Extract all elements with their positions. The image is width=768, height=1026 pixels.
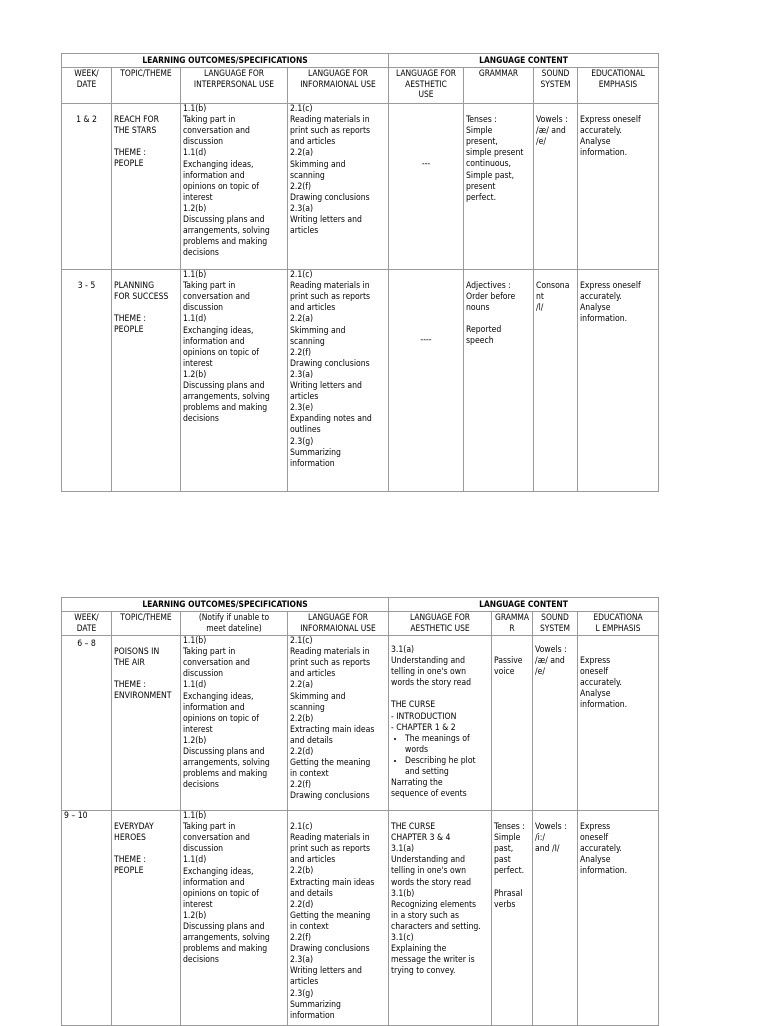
header-language-content: LANGUAGE CONTENT xyxy=(389,54,659,68)
aesthetic-cell: THE CURSE CHAPTER 3 & 4 3.1(a) Understanding and telling in one's own words the story read 3.1(b) Recognizing elements in a story such as characters and setting. 3.1(c) Explaining the message the writer is trying to convey. xyxy=(389,811,492,1026)
topic-title: EVERYDAY HEROES xyxy=(114,822,154,844)
interpersonal-cell: 1.1(b) Taking part in conversation and discussion 1.1(d) Exchanging ideas, information and opinions on topic of interest 1.2(b) Discussing plans and arrangements, solving problems and making decisions xyxy=(181,104,288,270)
col-informational: LANGUAGE FOR INFORMAIONAL USE xyxy=(288,68,389,104)
emphasis-cell: Express oneself accurately. Analyse information. xyxy=(578,270,659,492)
grammar-cell: Tenses : Simple present, simple present continuous, Simple past, present perfect. xyxy=(464,104,534,270)
theme-label: THEME : PEOPLE xyxy=(114,855,147,877)
aesthetic-title: THE CURSE - INTRODUCTION - CHAPTER 1 & 2 xyxy=(391,700,457,733)
col-informational: LANGUAGE FOR INFORMAIONAL USE xyxy=(288,612,389,636)
interpersonal-cell: 1.1(b) Taking part in conversation and discussion 1.1(d) Exchanging ideas, information and opinions on topic of interest 1.2(b) Discussing plans and arrangements, solving problems and making decisions xyxy=(181,270,288,492)
sound-cell: Consona nt /l/ xyxy=(534,270,578,492)
header-learning-outcomes: LEARNING OUTCOMES/SPECIFICATIONS xyxy=(62,598,389,612)
emphasis-cell: Express oneself accurately. Analyse information. xyxy=(578,811,659,1026)
list-item: • Describing he plot and setting xyxy=(405,756,489,778)
grammar-cell xyxy=(492,811,533,1026)
week-cell: 9 – 10 xyxy=(62,811,112,1026)
informational-cell: 2.1(c) Reading materials in print such as reports and articles 2.2(b) Extracting main ideas and details 2.2(d) Getting the meaning in context 2.2(f) Drawing conclusions 2.3(a) Writing letters and articles 2.3(g) Summarizing information xyxy=(288,811,389,1026)
col-interpersonal: LANGUAGE FOR INTERPERSONAL USE xyxy=(181,68,288,104)
aesthetic-cell xyxy=(389,270,464,492)
topic-cell xyxy=(112,270,181,492)
informational-cell: 2.1(c) Reading materials in print such as reports and articles 2.2(a) Skimming and scanning 2.2(b) Extracting main ideas and details 2.2(d) Getting the meaning in context 2.2(f) Drawing conclusions xyxy=(288,636,389,811)
col-week: WEEK/ DATE xyxy=(62,68,112,104)
emphasis-cell: Express oneself accurately. Analyse information. xyxy=(578,104,659,270)
informational-cell: 2.1(c) Reading materials in print such as reports and articles 2.2(a) Skimming and scanning 2.2(f) Drawing conclusions 2.3(a) Writing letters and articles xyxy=(288,104,389,270)
grammar-cell: Passive voice xyxy=(492,636,533,811)
aesthetic-cell xyxy=(389,104,464,270)
col-topic: TOPIC/THEME xyxy=(112,612,181,636)
topic-title: POISONS IN THE AIR xyxy=(114,647,160,669)
list-item: • The meanings of words xyxy=(405,734,489,756)
col-grammar: GRAMMA R xyxy=(492,612,533,636)
col-sound: SOUND SYSTEM xyxy=(533,612,578,636)
topic-title: PLANNING FOR SUCCESS xyxy=(114,281,169,303)
emphasis-cell: Express oneself accurately. Analyse information. xyxy=(578,636,659,811)
topic-title: REACH FOR THE STARS xyxy=(114,115,159,137)
topic-cell xyxy=(112,104,181,270)
col-week: WEEK/ DATE xyxy=(62,612,112,636)
header-language-content: LANGUAGE CONTENT xyxy=(389,598,659,612)
scheme-table-1 xyxy=(61,53,659,492)
table-row xyxy=(62,104,659,270)
theme-label: THEME : PEOPLE xyxy=(114,148,147,170)
grammar-item: Phrasal verbs xyxy=(494,888,523,910)
sound-cell: Vowels : /æ/ and /e/ xyxy=(533,636,578,811)
week-cell: 6 – 8 xyxy=(62,636,112,811)
scheme-table-2 xyxy=(61,597,659,1026)
col-emphasis: EDUCATIONAL EMPHASIS xyxy=(578,68,659,104)
aesthetic-bullets xyxy=(391,734,489,778)
col-notify: (Notify if unable to meet dateline) xyxy=(181,612,288,636)
interpersonal-cell: 1.1(b) Taking part in conversation and discussion 1.1(d) Exchanging ideas, information and opinions on topic of interest 1.2(b) Discussing plans and arrangements, solving problems and making decisions xyxy=(181,811,288,1026)
grammar-item: Reported speech xyxy=(466,325,502,347)
week-cell: 3 - 5 xyxy=(62,270,112,492)
col-sound: SOUND SYSTEM xyxy=(534,68,578,104)
table-row xyxy=(62,811,659,1026)
theme-label: THEME : ENVIRONMENT xyxy=(114,680,172,702)
aesthetic-cell xyxy=(389,636,492,811)
table-row xyxy=(62,636,659,811)
informational-cell: 2.1(c) Reading materials in print such as reports and articles 2.2(a) Skimming and scanning 2.2(f) Drawing conclusions 2.3(a) Writing letters and articles 2.3(e) Expanding notes and outlines 2.3(g) Summarizing information xyxy=(288,270,389,492)
col-grammar: GRAMMAR xyxy=(464,68,534,104)
col-topic: TOPIC/THEME xyxy=(112,68,181,104)
interpersonal-cell: 1.1(b) Taking part in conversation and discussion 1.1(d) Exchanging ideas, information and opinions on topic of interest 1.2(b) Discussing plans and arrangements, solving problems and making decisions xyxy=(181,636,288,811)
grammar-item: Adjectives : Order before nouns xyxy=(466,281,516,314)
aesthetic-intro: 3.1(a) Understanding and telling in one's own words the story read xyxy=(391,645,472,689)
grammar-item: Tenses : Simple past, past perfect. xyxy=(494,822,525,877)
aesthetic-none: --- xyxy=(421,159,431,170)
aesthetic-outro: Narrating the sequence of events xyxy=(391,778,467,800)
col-aesthetic: LANGUAGE FOR AESTHETIC USE xyxy=(389,612,492,636)
header-learning-outcomes: LEARNING OUTCOMES/SPECIFICATIONS xyxy=(62,54,389,68)
col-emphasis: EDUCATIONA L EMPHASIS xyxy=(578,612,659,636)
table-row xyxy=(62,270,659,492)
sound-cell: Vowels : /æ/ and /e/ xyxy=(534,104,578,270)
topic-cell xyxy=(112,811,181,1026)
week-cell: 1 & 2 xyxy=(62,104,112,270)
topic-cell xyxy=(112,636,181,811)
theme-label: THEME : PEOPLE xyxy=(114,314,147,336)
col-aesthetic: LANGUAGE FOR AESTHETIC USE xyxy=(389,68,464,104)
sound-cell: Vowels : /i:/ and /I/ xyxy=(533,811,578,1026)
aesthetic-none: ---- xyxy=(420,335,432,346)
grammar-cell xyxy=(464,270,534,492)
